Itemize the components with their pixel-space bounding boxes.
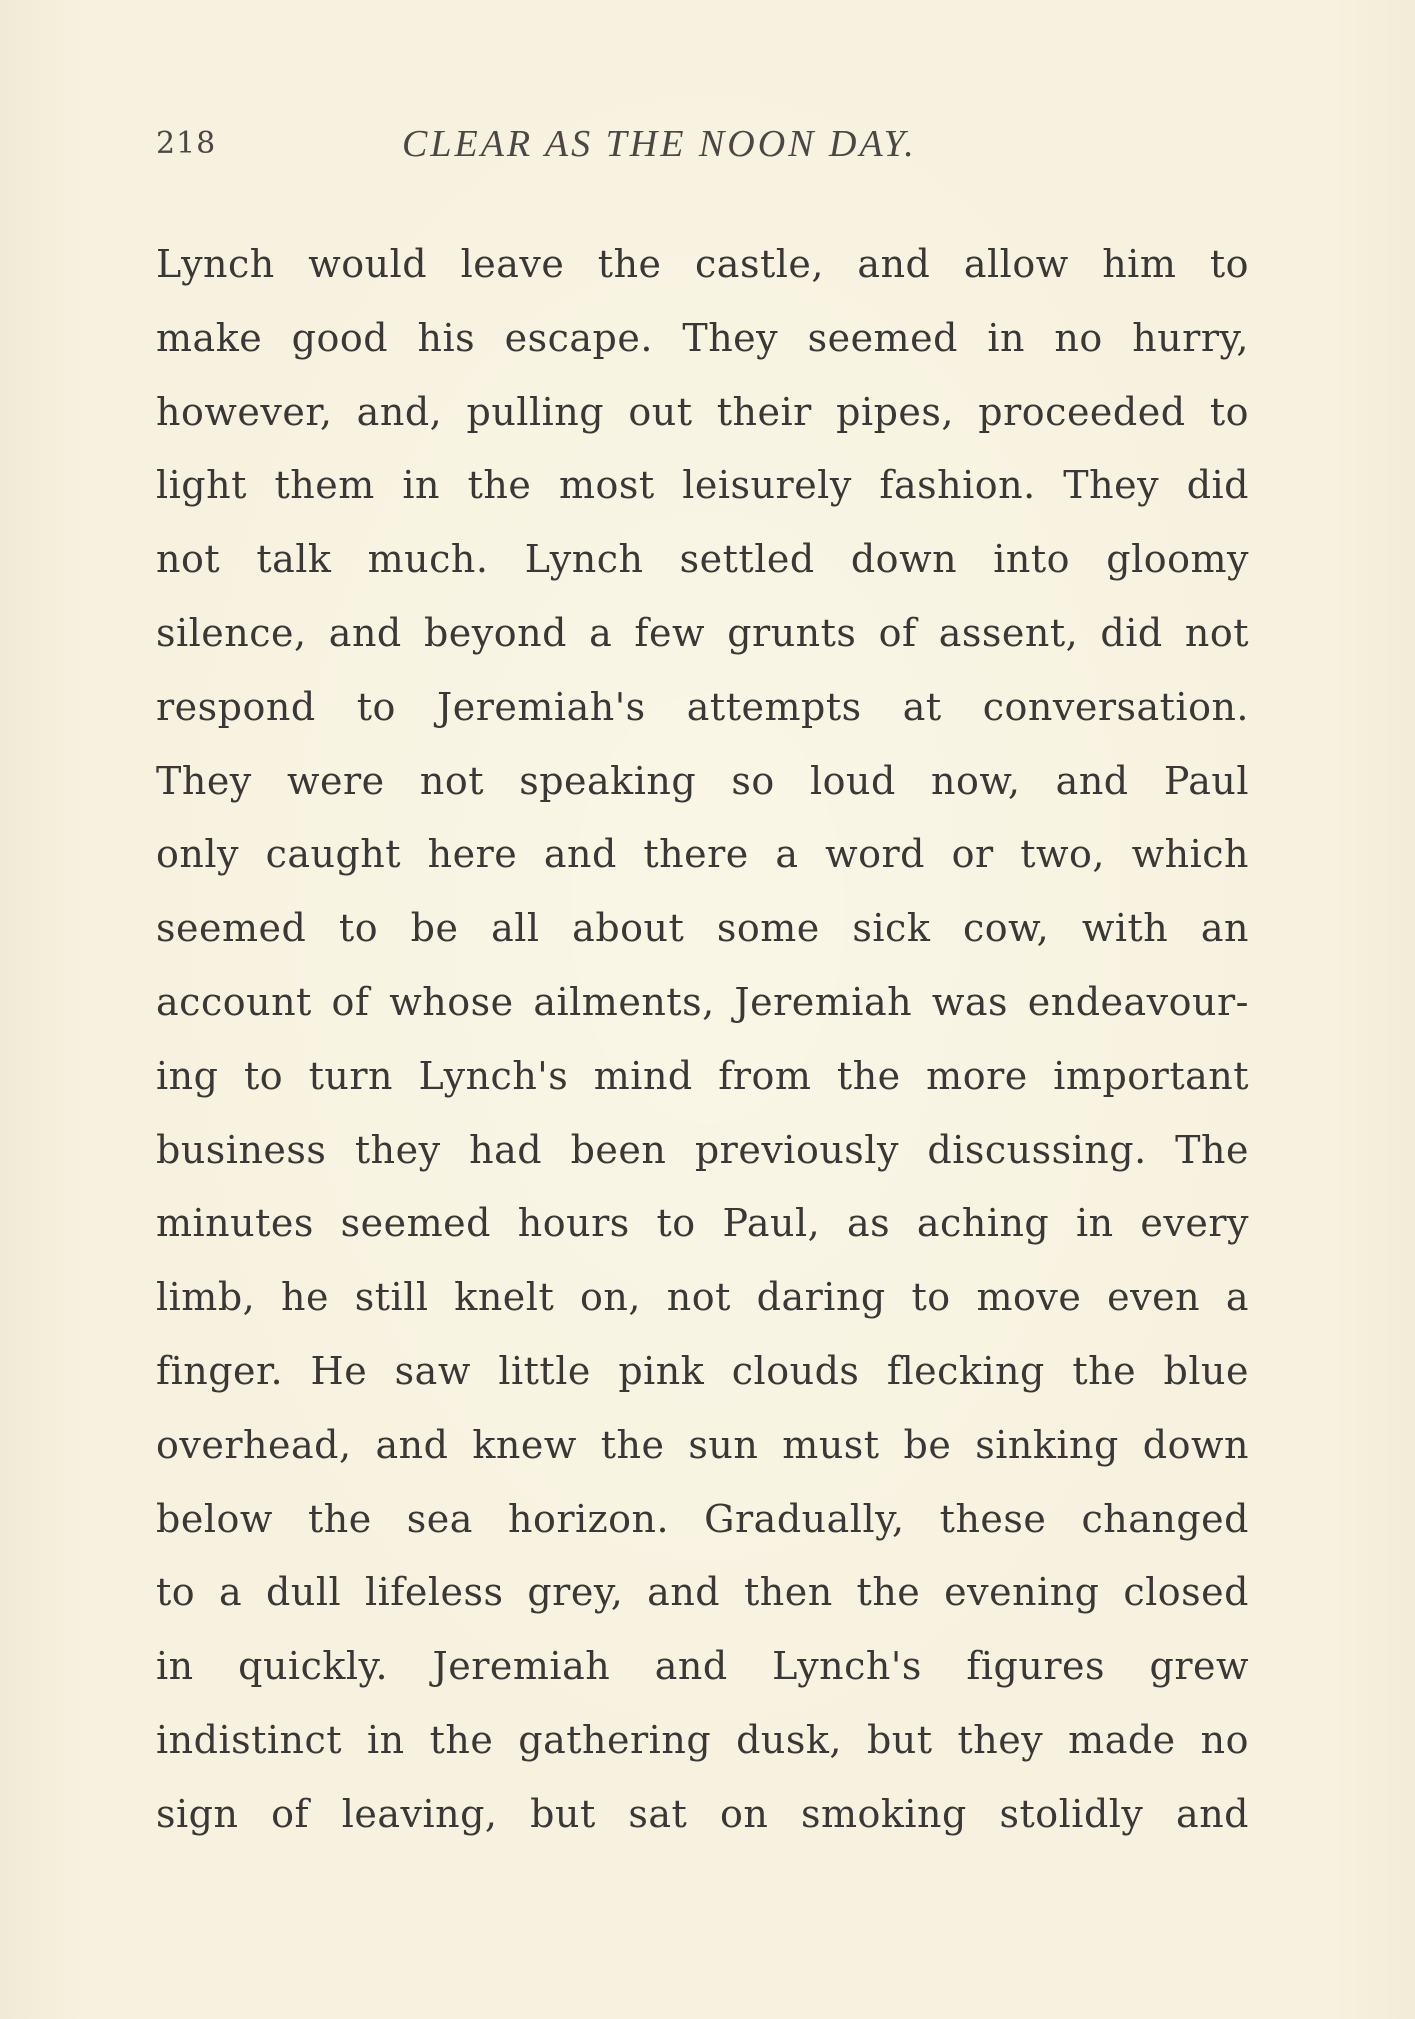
text-line: Lynch would leave the castle, and allow him to	[156, 242, 1249, 286]
text-line: make good his escape. They seemed in no hurry,	[156, 315, 1249, 360]
text-line: finger. He saw little pink clouds flecking the blue	[156, 1348, 1249, 1393]
running-title: CLEAR AS THE NOON DAY.	[402, 123, 917, 165]
page-number: 218	[156, 126, 217, 161]
text-line: not talk much. Lynch settled down into gloomy	[156, 537, 1249, 582]
text-line: minutes seemed hours to Paul, as aching in every	[156, 1201, 1249, 1246]
text-line: sign of leaving, but sat on smoking stolidly and	[156, 1791, 1249, 1836]
text-line: only caught here and there a word or two, which	[156, 832, 1249, 877]
text-line: business they had been previously discussing. The	[156, 1127, 1249, 1172]
text-line: in quickly. Jeremiah and Lynch's figures grew	[156, 1644, 1249, 1689]
text-line: overhead, and knew the sun must be sinking down	[156, 1422, 1249, 1467]
text-line: to a dull lifeless grey, and then the evening closed	[156, 1570, 1249, 1615]
text-line: light them in the most leisurely fashion. They did	[156, 463, 1249, 508]
text-line: limb, he still knelt on, not daring to move even a	[156, 1275, 1249, 1320]
text-line: seemed to be all about some sick cow, with an	[156, 906, 1249, 951]
text-line: account of whose ailments, Jeremiah was endeavour-	[156, 979, 1249, 1024]
text-line: silence, and beyond a few grunts of assent, did not	[156, 610, 1249, 655]
text-line: however, and, pulling out their pipes, proceeded to	[156, 389, 1249, 434]
text-line: ing to turn Lynch's mind from the more important	[156, 1053, 1249, 1098]
body-text	[156, 228, 1256, 1852]
text-line: respond to Jeremiah's attempts at conversation.	[156, 684, 1249, 729]
text-line: below the sea horizon. Gradually, these changed	[156, 1496, 1249, 1541]
text-line: indistinct in the gathering dusk, but they made no	[156, 1717, 1249, 1762]
text-line: They were not speaking so loud now, and Paul	[156, 758, 1249, 803]
running-head	[156, 123, 1056, 176]
